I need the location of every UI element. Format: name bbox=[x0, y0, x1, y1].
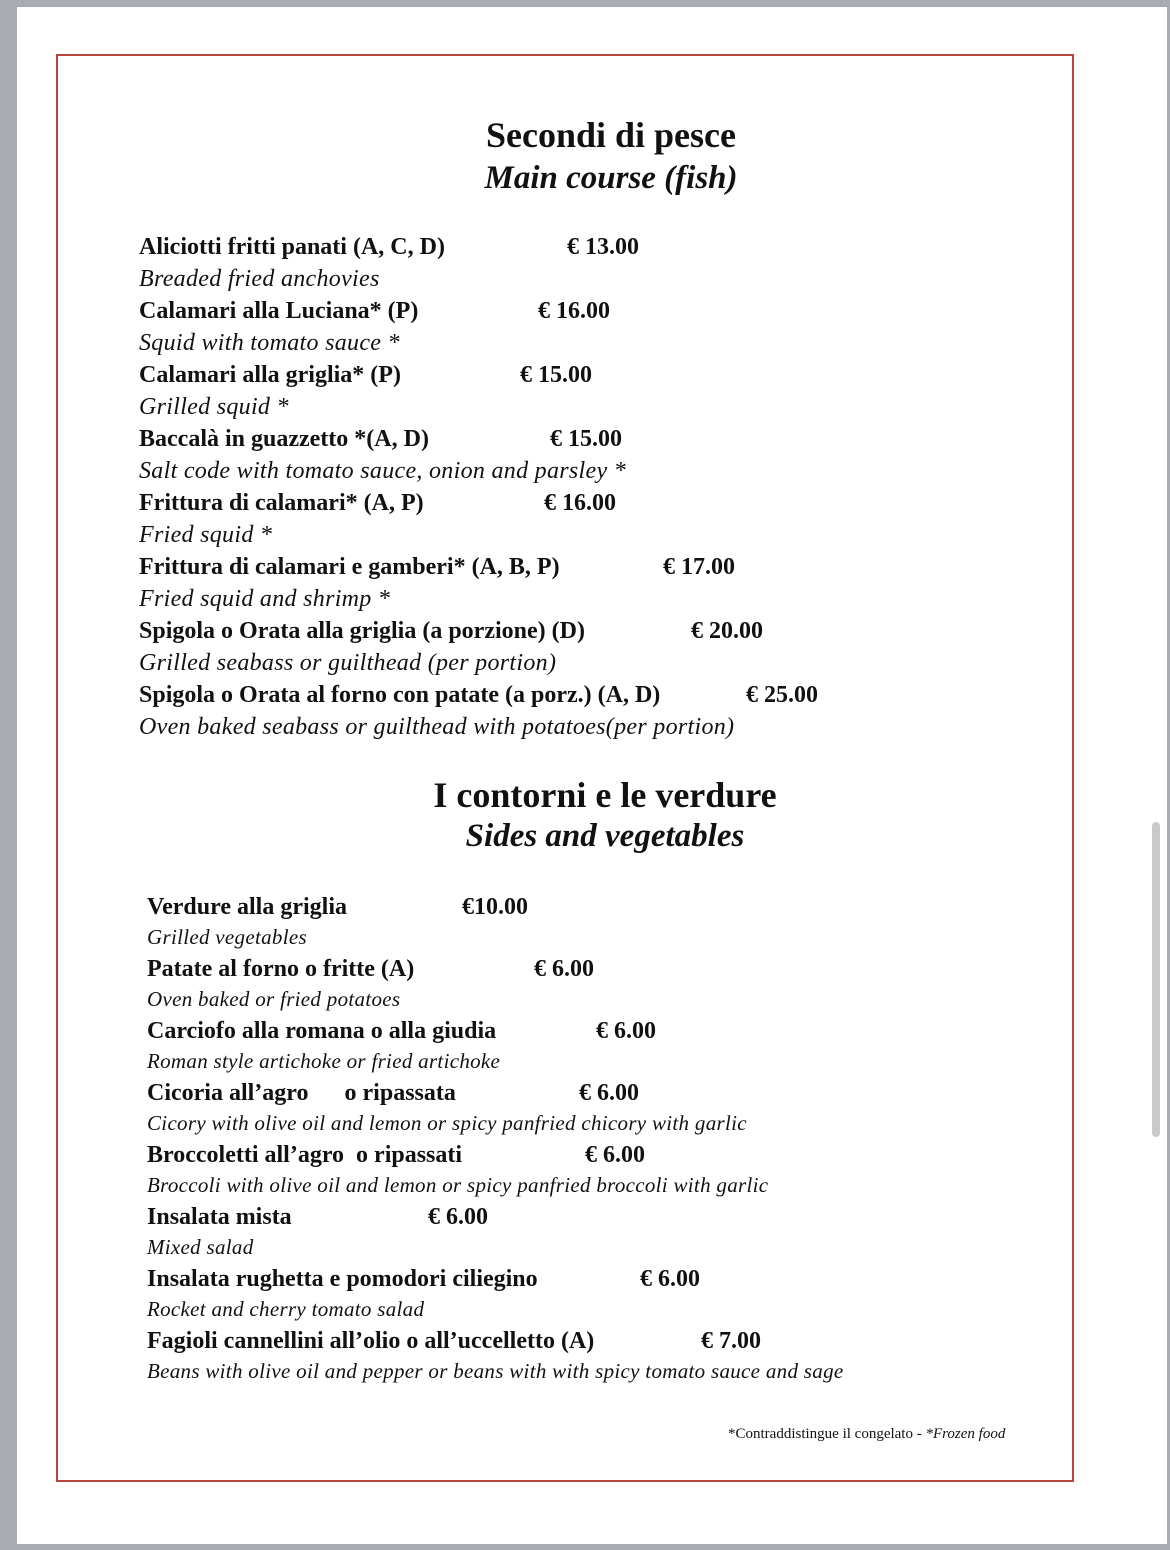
menu-item-description: Grilled squid * bbox=[139, 394, 289, 420]
menu-item-name: Patate al forno o fritte (A) bbox=[147, 956, 415, 982]
menu-item-description: Grilled seabass or guilthead (per portion) bbox=[139, 650, 557, 676]
menu-item-name: Frittura di calamari* (A, P) bbox=[139, 490, 424, 516]
menu-item-description: Rocket and cherry tomato salad bbox=[147, 1297, 425, 1321]
menu-item-price: € 6.00 bbox=[596, 1018, 656, 1044]
menu-item-description: Oven baked or fried potatoes bbox=[147, 987, 401, 1011]
menu-item-name: Calamari alla griglia* (P) bbox=[139, 362, 401, 388]
scrollbar-thumb[interactable] bbox=[1152, 822, 1160, 1137]
menu-item-description: Fried squid * bbox=[139, 522, 273, 548]
menu-item-name: Spigola o Orata al forno con patate (a porz.) (A, D) bbox=[139, 682, 661, 708]
menu-item-name: Spigola o Orata alla griglia (a porzione) (D) bbox=[139, 618, 585, 644]
menu-item-description: Salt code with tomato sauce, onion and parsley * bbox=[139, 458, 627, 484]
menu-item-name: Insalata mista bbox=[147, 1204, 292, 1230]
menu-item-name: Insalata rughetta e pomodori ciliegino bbox=[147, 1266, 538, 1292]
sides-section-title: I contorni e le verdure bbox=[433, 775, 777, 815]
menu-item-description: Cicory with olive oil and lemon or spicy panfried chicory with garlic bbox=[147, 1111, 747, 1135]
footnote-italian: *Contraddistingue il congelato - bbox=[728, 1426, 926, 1442]
menu-item-name: Verdure alla griglia bbox=[147, 894, 347, 920]
footnote-english: *Frozen food bbox=[925, 1426, 1006, 1442]
menu-item-price: € 13.00 bbox=[567, 234, 639, 260]
menu-item-name: Fagioli cannellini all’olio o all’uccelletto (A) bbox=[147, 1328, 595, 1354]
menu-item-name: Carciofo alla romana o alla giudia bbox=[147, 1018, 497, 1044]
menu-item-price: € 16.00 bbox=[538, 298, 610, 324]
menu-item-description: Roman style artichoke or fried artichoke bbox=[147, 1049, 501, 1073]
fish-section-title: Secondi di pesce bbox=[485, 115, 736, 155]
menu-item-price: € 20.00 bbox=[691, 618, 763, 644]
menu-item-price: €10.00 bbox=[462, 894, 528, 920]
menu-item-description: Grilled vegetables bbox=[147, 925, 307, 949]
menu-item-name: Frittura di calamari e gamberi* (A, B, P) bbox=[139, 554, 560, 580]
menu-item-name: Calamari alla Luciana* (P) bbox=[139, 298, 419, 324]
menu-item-description: Squid with tomato sauce * bbox=[139, 330, 400, 356]
frozen-food-footnote bbox=[728, 1426, 1005, 1443]
menu-item-description: Fried squid and shrimp * bbox=[139, 586, 391, 612]
menu-item-price: € 15.00 bbox=[520, 362, 592, 388]
menu-item-description: Mixed salad bbox=[147, 1235, 254, 1259]
menu-item-price: € 6.00 bbox=[585, 1142, 645, 1168]
menu-item-price: € 6.00 bbox=[640, 1266, 700, 1292]
menu-item-price: € 6.00 bbox=[428, 1204, 488, 1230]
menu-item-description: Breaded fried anchovies bbox=[139, 266, 380, 292]
menu-item-name: Cicoria all’agro o ripassata bbox=[147, 1080, 456, 1106]
menu-item-description: Oven baked seabass or guilthead with potatoes(per portion) bbox=[139, 714, 735, 740]
menu-item-name: Broccoletti all’agro o ripassati bbox=[147, 1142, 463, 1168]
menu-item-price: € 7.00 bbox=[701, 1328, 761, 1354]
menu-item-description: Beans with olive oil and pepper or beans with with spicy tomato sauce and sage bbox=[147, 1359, 844, 1383]
menu-item-price: € 6.00 bbox=[579, 1080, 639, 1106]
menu-item-name: Aliciotti fritti panati (A, C, D) bbox=[139, 234, 445, 260]
menu-item-price: € 25.00 bbox=[746, 682, 818, 708]
menu-item-description: Broccoli with olive oil and lemon or spicy panfried broccoli with garlic bbox=[147, 1173, 769, 1197]
menu-item-price: € 15.00 bbox=[550, 426, 622, 452]
menu-item-price: € 6.00 bbox=[534, 956, 594, 982]
sides-section-subtitle: Sides and vegetables bbox=[465, 818, 745, 854]
menu-item-price: € 17.00 bbox=[663, 554, 735, 580]
fish-section-subtitle: Main course (fish) bbox=[484, 160, 738, 196]
menu-item-name: Baccalà in guazzetto *(A, D) bbox=[139, 426, 429, 452]
menu-item-price: € 16.00 bbox=[544, 490, 616, 516]
